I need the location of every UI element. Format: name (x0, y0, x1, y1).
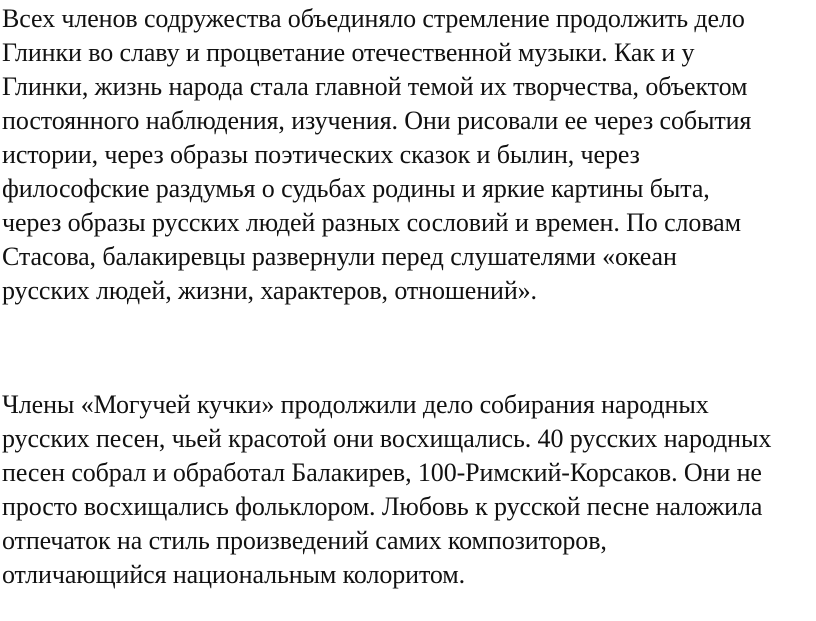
text-line: Члены «Могучей кучки» продолжили дело собирания народных (2, 390, 709, 419)
text-line: постоянного наблюдения, изучения. Они рисовали ее через события (2, 106, 752, 135)
text-line: русских песен, чьей красотой они восхищались. 40 русских народных (2, 424, 772, 453)
text-line: отпечаток на стиль произведений самих композиторов, (2, 526, 607, 555)
text-line: просто восхищались фольклором. Любовь к русской песне наложила (2, 492, 763, 521)
text-line: Всех членов содружества объединяло стремление продолжить дело (2, 4, 745, 33)
text-line: отличающийся национальным колоритом. (2, 560, 466, 589)
text-line: Стасова, балакиревцы развернули перед слушателями «океан (2, 242, 677, 271)
text-line: русских людей, жизни, характеров, отношений». (2, 276, 537, 305)
text-line: философские раздумья о судьбах родины и яркие картины быта, (2, 174, 710, 203)
text-line: истории, через образы поэтических сказок и былин, через (2, 140, 640, 169)
text-line: песен собрал и обработал Балакирев, 100-Римский-Корсаков. Они не (2, 458, 762, 487)
text-line: через образы русских людей разных сословий и времен. По словам (2, 208, 741, 237)
text-line: Глинки во славу и процветание отечественной музыки. Как и у (2, 38, 695, 67)
text-line: Глинки, жизнь народа стала главной темой их творчества, объектом (2, 72, 748, 101)
